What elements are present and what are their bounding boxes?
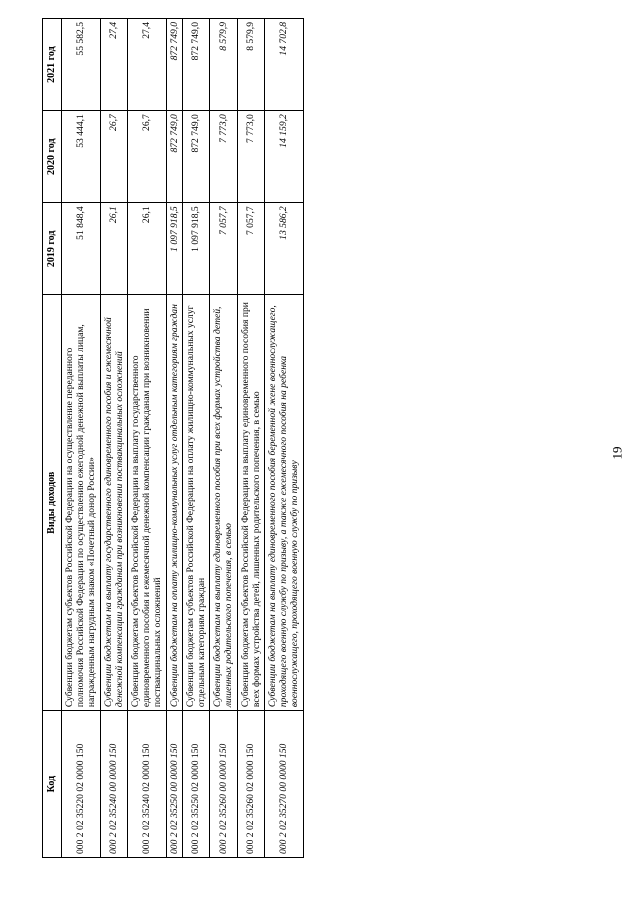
table-row [210, 19, 237, 858]
cell-code: 000 2 02 35260 00 0000 150 [210, 711, 237, 858]
cell-2020: 7 773,0 [210, 111, 237, 203]
cell-code: 000 2 02 35240 02 0000 150 [128, 711, 167, 858]
cell-2021: 872 749,0 [166, 19, 182, 111]
table-row [62, 19, 101, 858]
cell-2021: 27,4 [100, 19, 127, 111]
header-2019: 2019 год [43, 203, 62, 295]
header-name: Виды доходов [43, 295, 62, 711]
cell-2020: 26,7 [128, 111, 167, 203]
cell-name: Субвенции бюджетам субъектов Российской Федерации на выплату единовременного пособия при всех формах устройства детей, лишенных родительского попечения, в семью [237, 295, 264, 711]
income-table [42, 18, 304, 858]
cell-name: Субвенции бюджетам на выплату единовременного пособия при всех формах устройства детей, лишенных родительского попечения, в семью [210, 295, 237, 711]
cell-2021: 55 582,5 [62, 19, 101, 111]
cell-2020: 872 749,0 [182, 111, 209, 203]
cell-2021: 27,4 [128, 19, 167, 111]
table-row [237, 19, 264, 858]
header-code: Код [43, 711, 62, 858]
cell-2020: 14 159,2 [265, 111, 304, 203]
cell-code: 000 2 02 35250 00 0000 150 [166, 711, 182, 858]
cell-code: 000 2 02 35270 00 0000 150 [265, 711, 304, 858]
cell-2020: 7 773,0 [237, 111, 264, 203]
cell-code: 000 2 02 35260 02 0000 150 [237, 711, 264, 858]
cell-2019: 51 848,4 [62, 203, 101, 295]
table-body [62, 19, 304, 858]
cell-2021: 14 702,8 [265, 19, 304, 111]
header-2021: 2021 год [43, 19, 62, 111]
cell-2019: 1 097 918,5 [182, 203, 209, 295]
cell-name: Субвенции бюджетам субъектов Российской Федерации на осуществление переданного полномочия Российской Федерации по осуществлению ежегодной денежной выплаты лицам, награжденным нагрудным знаком «Почетный донор России» [62, 295, 101, 711]
cell-code: 000 2 02 35240 00 0000 150 [100, 711, 127, 858]
cell-code: 000 2 02 35250 02 0000 150 [182, 711, 209, 858]
cell-name: Субвенции бюджетам на выплату единовременного пособия беременной жене военнослужащего, проходящего военную службу по призыву, а также ежемесячного пособия на ребенка военнослужащего, проходящего военную службу по призыву [265, 295, 304, 711]
table-header-row [43, 19, 62, 858]
cell-2019: 7 057,7 [210, 203, 237, 295]
cell-name: Субвенции бюджетам субъектов Российской Федерации на оплату жилищно-коммунальных услуг отдельным категориям граждан [182, 295, 209, 711]
cell-2020: 53 444,1 [62, 111, 101, 203]
table-row [128, 19, 167, 858]
table-row [265, 19, 304, 858]
cell-2019: 7 057,7 [237, 203, 264, 295]
cell-2021: 872 749,0 [182, 19, 209, 111]
table-row [100, 19, 127, 858]
table-row [166, 19, 182, 858]
cell-2020: 26,7 [100, 111, 127, 203]
cell-2021: 8 579,9 [237, 19, 264, 111]
cell-code: 000 2 02 35220 02 0000 150 [62, 711, 101, 858]
cell-2021: 8 579,9 [210, 19, 237, 111]
cell-2019: 1 097 918,5 [166, 203, 182, 295]
rotated-table-container [42, 18, 587, 858]
table-row [182, 19, 209, 858]
cell-2019: 13 586,2 [265, 203, 304, 295]
cell-name: Субвенции бюджетам на выплату государственного единовременного пособия и ежемесячной денежной компенсации гражданам при возникновении поствакцинальных осложнений [100, 295, 127, 711]
cell-name: Субвенции бюджетам на оплату жилищно-коммунальных услуг отдельным категориям граждан [166, 295, 182, 711]
cell-2019: 26,1 [128, 203, 167, 295]
header-2020: 2020 год [43, 111, 62, 203]
cell-2019: 26,1 [100, 203, 127, 295]
page-number: 19 [609, 446, 625, 460]
cell-2020: 872 749,0 [166, 111, 182, 203]
cell-name: Субвенции бюджетам субъектов Российской Федерации на выплату государственного единовременного пособия и ежемесячной денежной компенсации гражданам при возникновении поствакцинальных осложнений [128, 295, 167, 711]
